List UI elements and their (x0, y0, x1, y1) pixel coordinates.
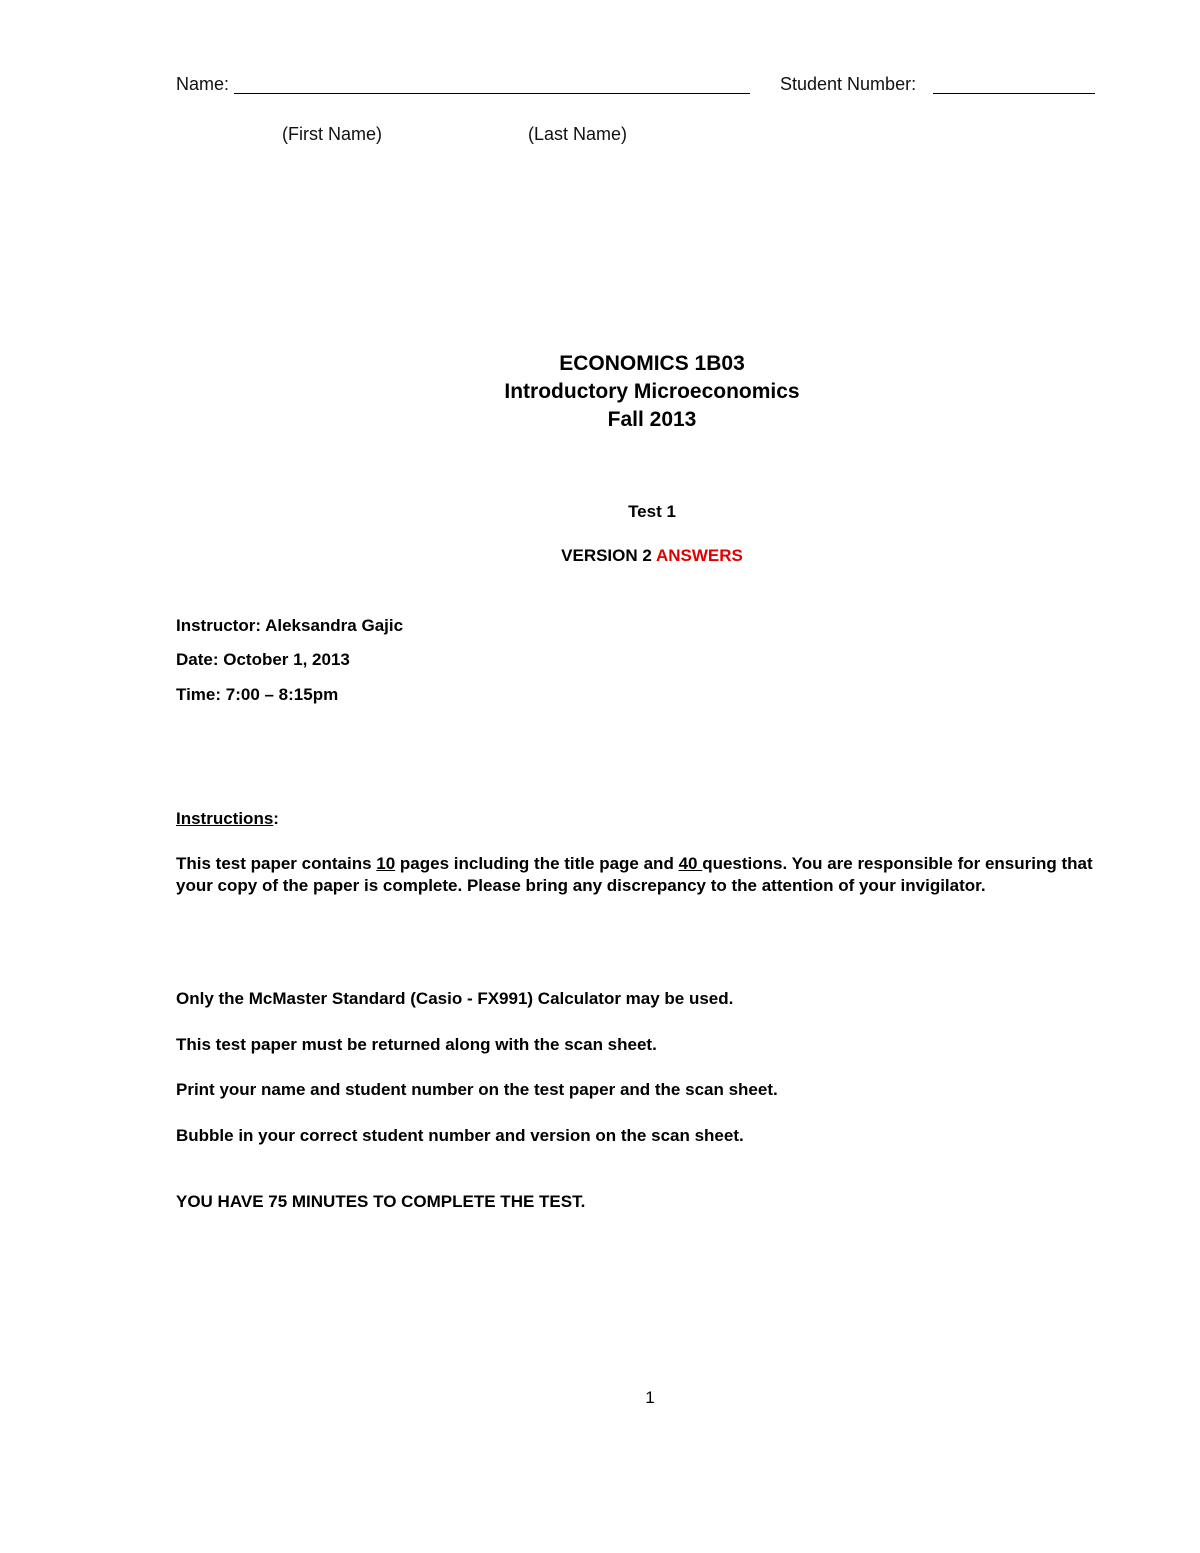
course-term: Fall 2013 (607, 408, 697, 431)
time-notice: YOU HAVE 75 MINUTES TO COMPLETE THE TEST. (176, 1192, 586, 1211)
version-line (300, 546, 1004, 566)
name-label: Name: (176, 74, 230, 94)
version-label: VERSION 2 (561, 546, 656, 565)
calculator-rule: Only the McMaster Standard (Casio - FX991) Calculator may be used. (176, 989, 734, 1008)
date-line: Date: October 1, 2013 (176, 650, 350, 669)
student-number-blank-line (933, 93, 1095, 94)
time-line: Time: 7:00 – 8:15pm (176, 685, 339, 704)
name-blank-line (234, 93, 750, 94)
instructions-heading-colon: : (273, 809, 279, 828)
para-part-2: pages including the title page and (395, 854, 679, 873)
para-part-1: This test paper contains (176, 854, 377, 873)
answers-label: ANSWERS (655, 546, 743, 565)
pages-count: 10 (376, 854, 396, 873)
print-rule: Print your name and student number on the test paper and the scan sheet. (176, 1080, 778, 1099)
course-name: Introductory Microeconomics (504, 380, 800, 403)
course-code: ECONOMICS 1B03 (559, 352, 745, 375)
last-name-caption: (Last Name) (528, 124, 628, 144)
bubble-rule: Bubble in your correct student number and version on the scan sheet. (176, 1126, 744, 1145)
first-name-caption: (First Name) (282, 124, 382, 144)
instructor-line: Instructor: Aleksandra Gajic (176, 616, 404, 635)
instructions-paragraph (176, 853, 1116, 897)
page-number: 1 (645, 1388, 655, 1407)
para-part-3: questions. You are responsible for ensuring that your copy of the paper is complete. Please bring any discrepancy to the attention of your invigilator. (176, 854, 1093, 895)
course-title-block (300, 350, 1004, 434)
instructions-heading (176, 808, 1116, 830)
instructions-heading-text: Instructions (176, 809, 274, 828)
return-rule: This test paper must be returned along with the scan sheet. (176, 1035, 657, 1054)
test-title: Test 1 (628, 502, 676, 521)
questions-count: 40 (678, 854, 703, 873)
student-number-label: Student Number: (780, 74, 917, 94)
